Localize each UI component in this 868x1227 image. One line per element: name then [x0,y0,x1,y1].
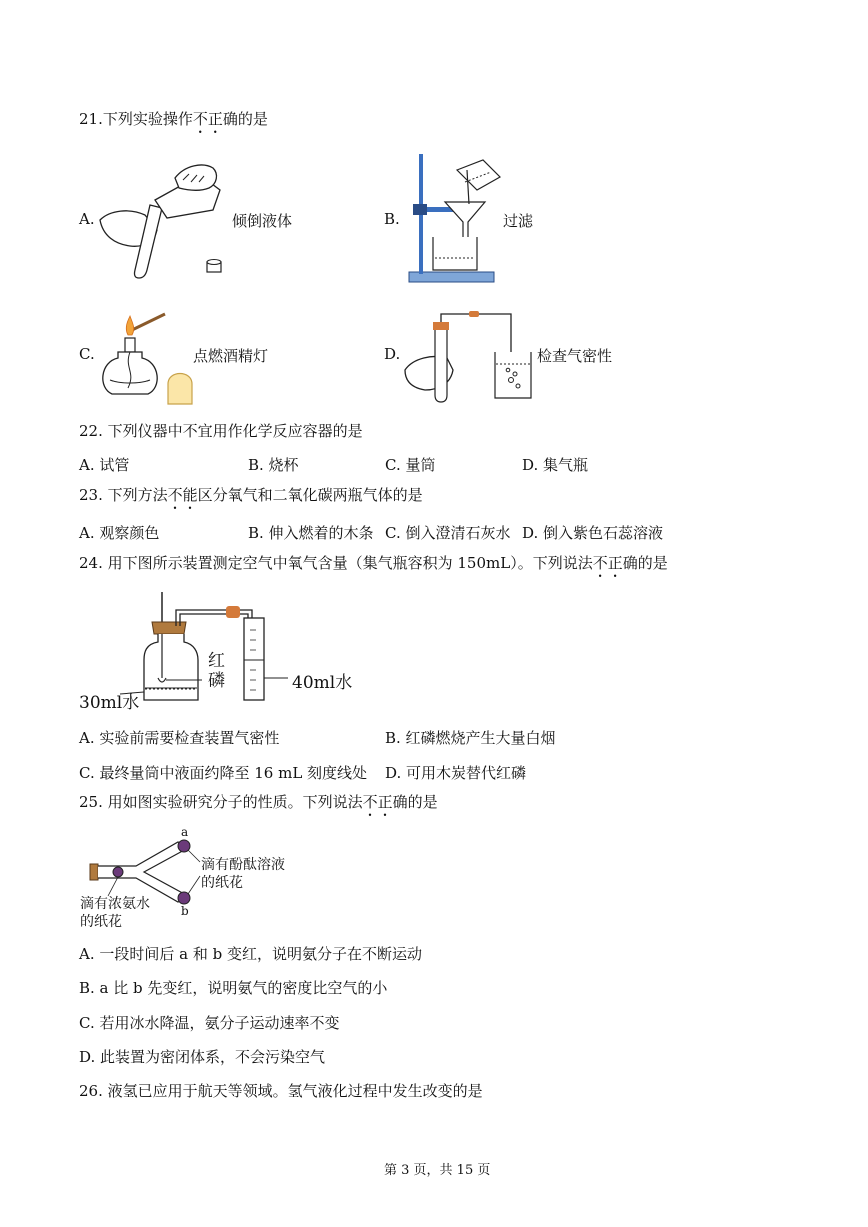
q21-option-d-letter: D. [384,345,401,363]
q25-option-b: B. a 比 b 先变红，说明氨气的密度比空气的小 [79,979,388,997]
filtration-illustration [405,152,505,287]
q24-label-40ml: 40ml水 [292,673,353,693]
q25-label-left-1: 滴有浓氨水 [80,896,150,912]
q25-stem-emph: 不正 [362,793,393,811]
pouring-liquid-illustration [95,160,235,280]
q22-option-c: C. 量筒 [385,456,436,474]
q23-stem [79,484,423,513]
q22-option-d: D. 集气瓶 [522,456,589,474]
q24-stem-pre: 24. 用下图所示装置测定空气中氧气含量（集气瓶容积为 150mL）。下列说法 [79,554,593,572]
q25-label-a: a [181,825,189,839]
q23-option-c: C. 倒入澄清石灰水 [385,524,511,542]
q24-option-c: C. 最终量筒中液面约降至 16 mL 刻度线处 [79,764,368,782]
q21-option-b-caption: 过滤 [503,212,534,230]
q25-option-c: C. 若用冰水降温，氨分子运动速率不变 [79,1014,340,1032]
q21-stem-emph: 不正 [192,110,223,128]
q21-option-a-caption: 倾倒液体 [232,212,293,230]
q21-number: 21. [79,110,103,128]
q21-option-c-letter: C. [79,345,95,363]
q23-stem-pre: 23. 下列方法 [79,486,168,504]
q24-label-phosphorus: 磷 [208,671,225,691]
q24-option-b: B. 红磷燃烧产生大量白烟 [385,729,556,747]
q25-label-right-1: 滴有酚酞溶液 [201,857,285,873]
q25-option-d: D. 此装置为密闭体系，不会污染空气 [79,1048,326,1066]
q25-stem-pre: 25. 用如图实验研究分子的性质。下列说法 [79,793,363,811]
q23-option-d: D. 倒入紫色石蕊溶液 [522,524,664,542]
q21-option-a-letter: A. [79,210,95,228]
q21-option-c-caption: 点燃酒精灯 [193,347,269,365]
airtightness-check-illustration [403,310,543,405]
q24-stem-emph: 不正 [592,554,623,572]
lamp-cap-illustration [165,370,195,406]
q25-label-b: b [181,904,189,918]
q22-option-b: B. 烧杯 [248,456,299,474]
q21-option-b-letter: B. [384,210,400,228]
q22-stem: 22. 下列仪器中不宜用作化学反应容器的是 [79,422,363,440]
q23-option-a: A. 观察颜色 [79,524,160,542]
q21-stem-post: 确的是 [222,110,268,128]
q23-stem-emph: 不能 [167,486,198,504]
q23-stem-post: 区分氧气和二氧化碳两瓶气体的是 [197,486,423,504]
q25-label-left-2: 的纸花 [80,914,122,930]
q22-option-a: A. 试管 [79,456,130,474]
q23-option-b: B. 伸入燃着的木条 [248,524,374,542]
q24-label-30ml: 30ml水 [79,693,140,713]
q24-stem [79,552,668,581]
q25-stem-post: 确的是 [392,793,438,811]
q24-stem-post: 确的是 [622,554,668,572]
q21-stem [79,108,268,137]
q25-stem [79,791,438,820]
q25-label-right-2: 的纸花 [201,875,243,891]
q24-label-red: 红 [208,651,225,671]
q21-stem-pre: 下列实验操作 [102,110,193,128]
page-footer: 第 3 页，共 15 页 [384,1163,491,1178]
q25-option-a: A. 一段时间后 a 和 b 变红，说明氨分子在不断运动 [79,945,422,963]
q21-option-d-caption: 检查气密性 [537,347,613,365]
q24-option-d: D. 可用木炭替代红磷 [385,764,527,782]
q26-stem: 26. 液氢已应用于航天等领域。氢气液化过程中发生改变的是 [79,1082,483,1100]
q24-option-a: A. 实验前需要检查装置气密性 [79,729,280,747]
